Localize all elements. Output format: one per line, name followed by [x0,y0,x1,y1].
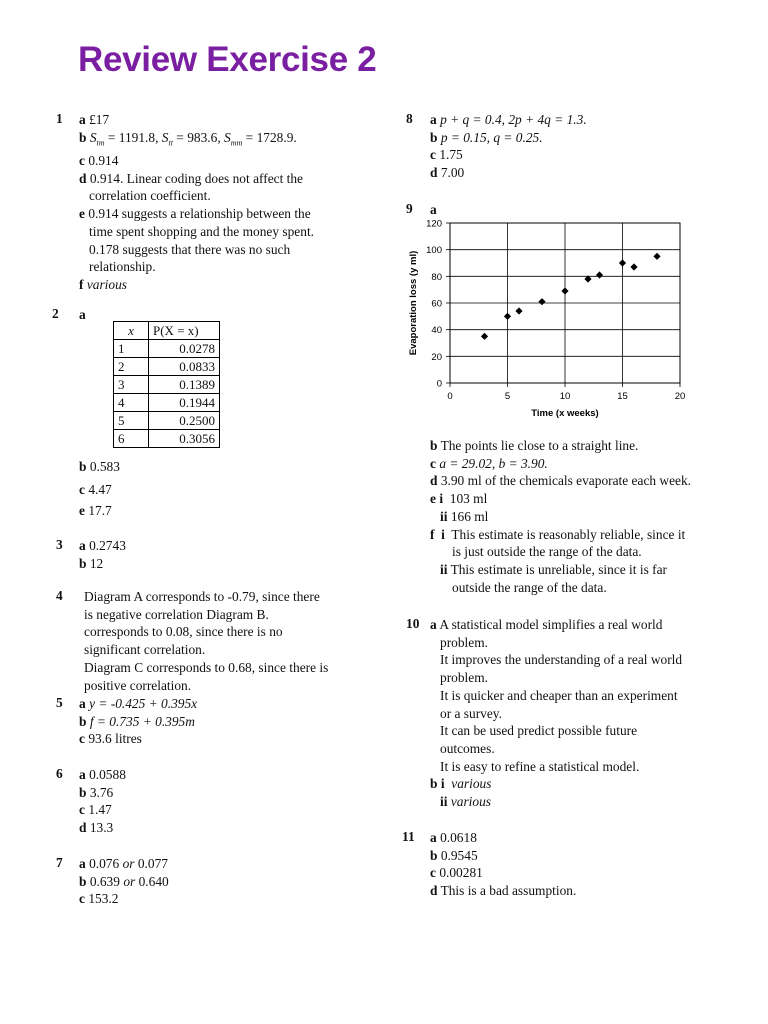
x-tick-label: 20 [674,391,686,402]
scatter-chart [405,215,695,421]
question-9-answers: b The points lie close to a straight line. c a = 29.02, b = 3.90. d 3.90 ml of the chemicals evaporate each week. e i 103 ml ii 166 ml f i This estimate is reasonably reliable, since it is just outside the range of the data. ii This estimate is unreliable, since it is far outside the range of the data. [430,438,692,595]
answer-text: relationship. [89,259,156,275]
y-tick-label: 60 [431,298,442,310]
y-tick-label: 120 [426,218,442,230]
table-row [114,358,220,376]
question-5-answers: a y = -0.425 + 0.395x b f = 0.735 + 0.395m c 93.6 litres [79,696,198,747]
table-cell: 2 [114,358,149,376]
question-9-number: 9 [406,201,413,216]
answer-text: time spent shopping and the money spent. [89,223,315,239]
x-tick-label: 10 [559,391,571,402]
question-6-number: 6 [56,766,63,781]
table-cell: 6 [114,430,149,448]
table-cell: 3 [114,376,149,394]
question-1-answers: a £17 b $S_{tm} = 1191.8$, $S_{tt} = 983.6$, $S_{mm} = 1728.9$. c 0.914 d 0.914. Linear coding does not affect the correlation coefficient. e 0.914 suggests a relationship between the time spent shopping and the money spent. 0.178 suggests that there was no such relationship. f various [79,111,369,294]
question-6-answers: a 0.0588 b 3.76 c 1.47 d 13.3 [79,767,126,836]
table-row [114,412,220,430]
y-axis-ticks [426,219,442,390]
answer-text: 0.178 suggests that there was no such [89,241,291,257]
question-8-number: 8 [406,111,413,126]
table-cell: 4 [114,394,149,412]
table-cell: 1 [114,340,149,358]
answer-text: £17 [89,112,110,127]
question-2-part-b: b 0.583 [79,459,120,474]
y-tick-label: 100 [426,245,442,257]
question-8-answers: a p + q = 0.4, 2p + 4q = 1.3. b p = 0.15, q = 0.25. c 1.75 d 7.00 [430,112,587,181]
answer-text: correlation coefficient. [89,188,211,204]
table-cell: 0.1944 [149,394,220,412]
answer-text: 0.914 suggests a relationship between the [88,206,311,222]
question-11-answers: a 0.0618 b 0.9545 c 0.00281 d This is a bad assumption. [430,830,577,899]
question-3-answers: a 0.2743 b 12 [79,538,126,571]
table-row [114,340,220,358]
table-cell: 0.2500 [149,412,220,430]
table-row [114,376,220,394]
question-4-number: 4 [56,588,63,603]
header-x: x [114,322,149,340]
x-tick-label: 0 [447,391,453,402]
question-5-number: 5 [56,695,63,710]
x-tick-label: 5 [504,391,511,402]
page-title: Review Exercise 2 [78,40,377,79]
header-probability: P(X = x) [149,322,220,340]
probability-table [113,321,220,448]
part-label: a [79,112,86,127]
x-tick-label: 15 [617,391,628,402]
question-4-answer: Diagram A corresponds to -0.79, since there is negative correlation Diagram B. corresponds to 0.08, since there is no significant correlation. Diagram C corresponds to 0.68, since there is positive correlation. [84,589,329,693]
question-1-number: 1 [56,111,63,126]
question-2-number: 2 [52,306,59,321]
answer-text: various [86,277,128,292]
question-2-part-e: e 17.7 [79,503,112,518]
x-axis-label: Time (x weeks) [531,408,599,419]
table-row [114,430,220,448]
question-2-part-a: a [79,307,86,322]
question-7-answers: a 0.076 or 0.077 b 0.639 or 0.640 c 153.2 [79,856,169,907]
y-tick-label: 0 [436,378,442,390]
y-axis-label: Evaporation loss (y ml) [408,250,419,356]
question-11-number: 11 [402,829,415,844]
y-tick-label: 40 [431,325,442,337]
table-cell: 5 [114,412,149,430]
table-cell: 0.0278 [149,340,220,358]
table-header-row [114,322,220,340]
question-9-part-a: a [430,202,437,217]
table-row [114,394,220,412]
answer-text: 0.914 [88,153,119,169]
question-10-number: 10 [406,616,420,631]
y-tick-label: 20 [431,351,442,363]
answer-1b: b $S_{tm} = 1191.8$, $S_{tt} = 983.6$, $S_{mm} = 1728.9$. [79,129,297,148]
question-2-part-c: c 4.47 [79,482,112,497]
question-3-number: 3 [56,537,63,552]
question-10-answers: a A statistical model simplifies a real world problem. It improves the understanding of a real world problem. It is quicker and cheaper than an experiment or a survey. It can be used predict possible future outcomes. It is easy to refine a statistical model. b i various ii various [430,617,683,810]
answer-text: 0.914. Linear coding does not affect the [89,170,304,186]
table-cell: 0.1389 [149,376,220,394]
table-cell: 0.0833 [149,358,220,376]
x-axis-ticks [447,391,685,402]
y-tick-label: 80 [431,271,442,283]
table-cell: 0.3056 [149,430,220,448]
question-7-number: 7 [56,855,63,870]
